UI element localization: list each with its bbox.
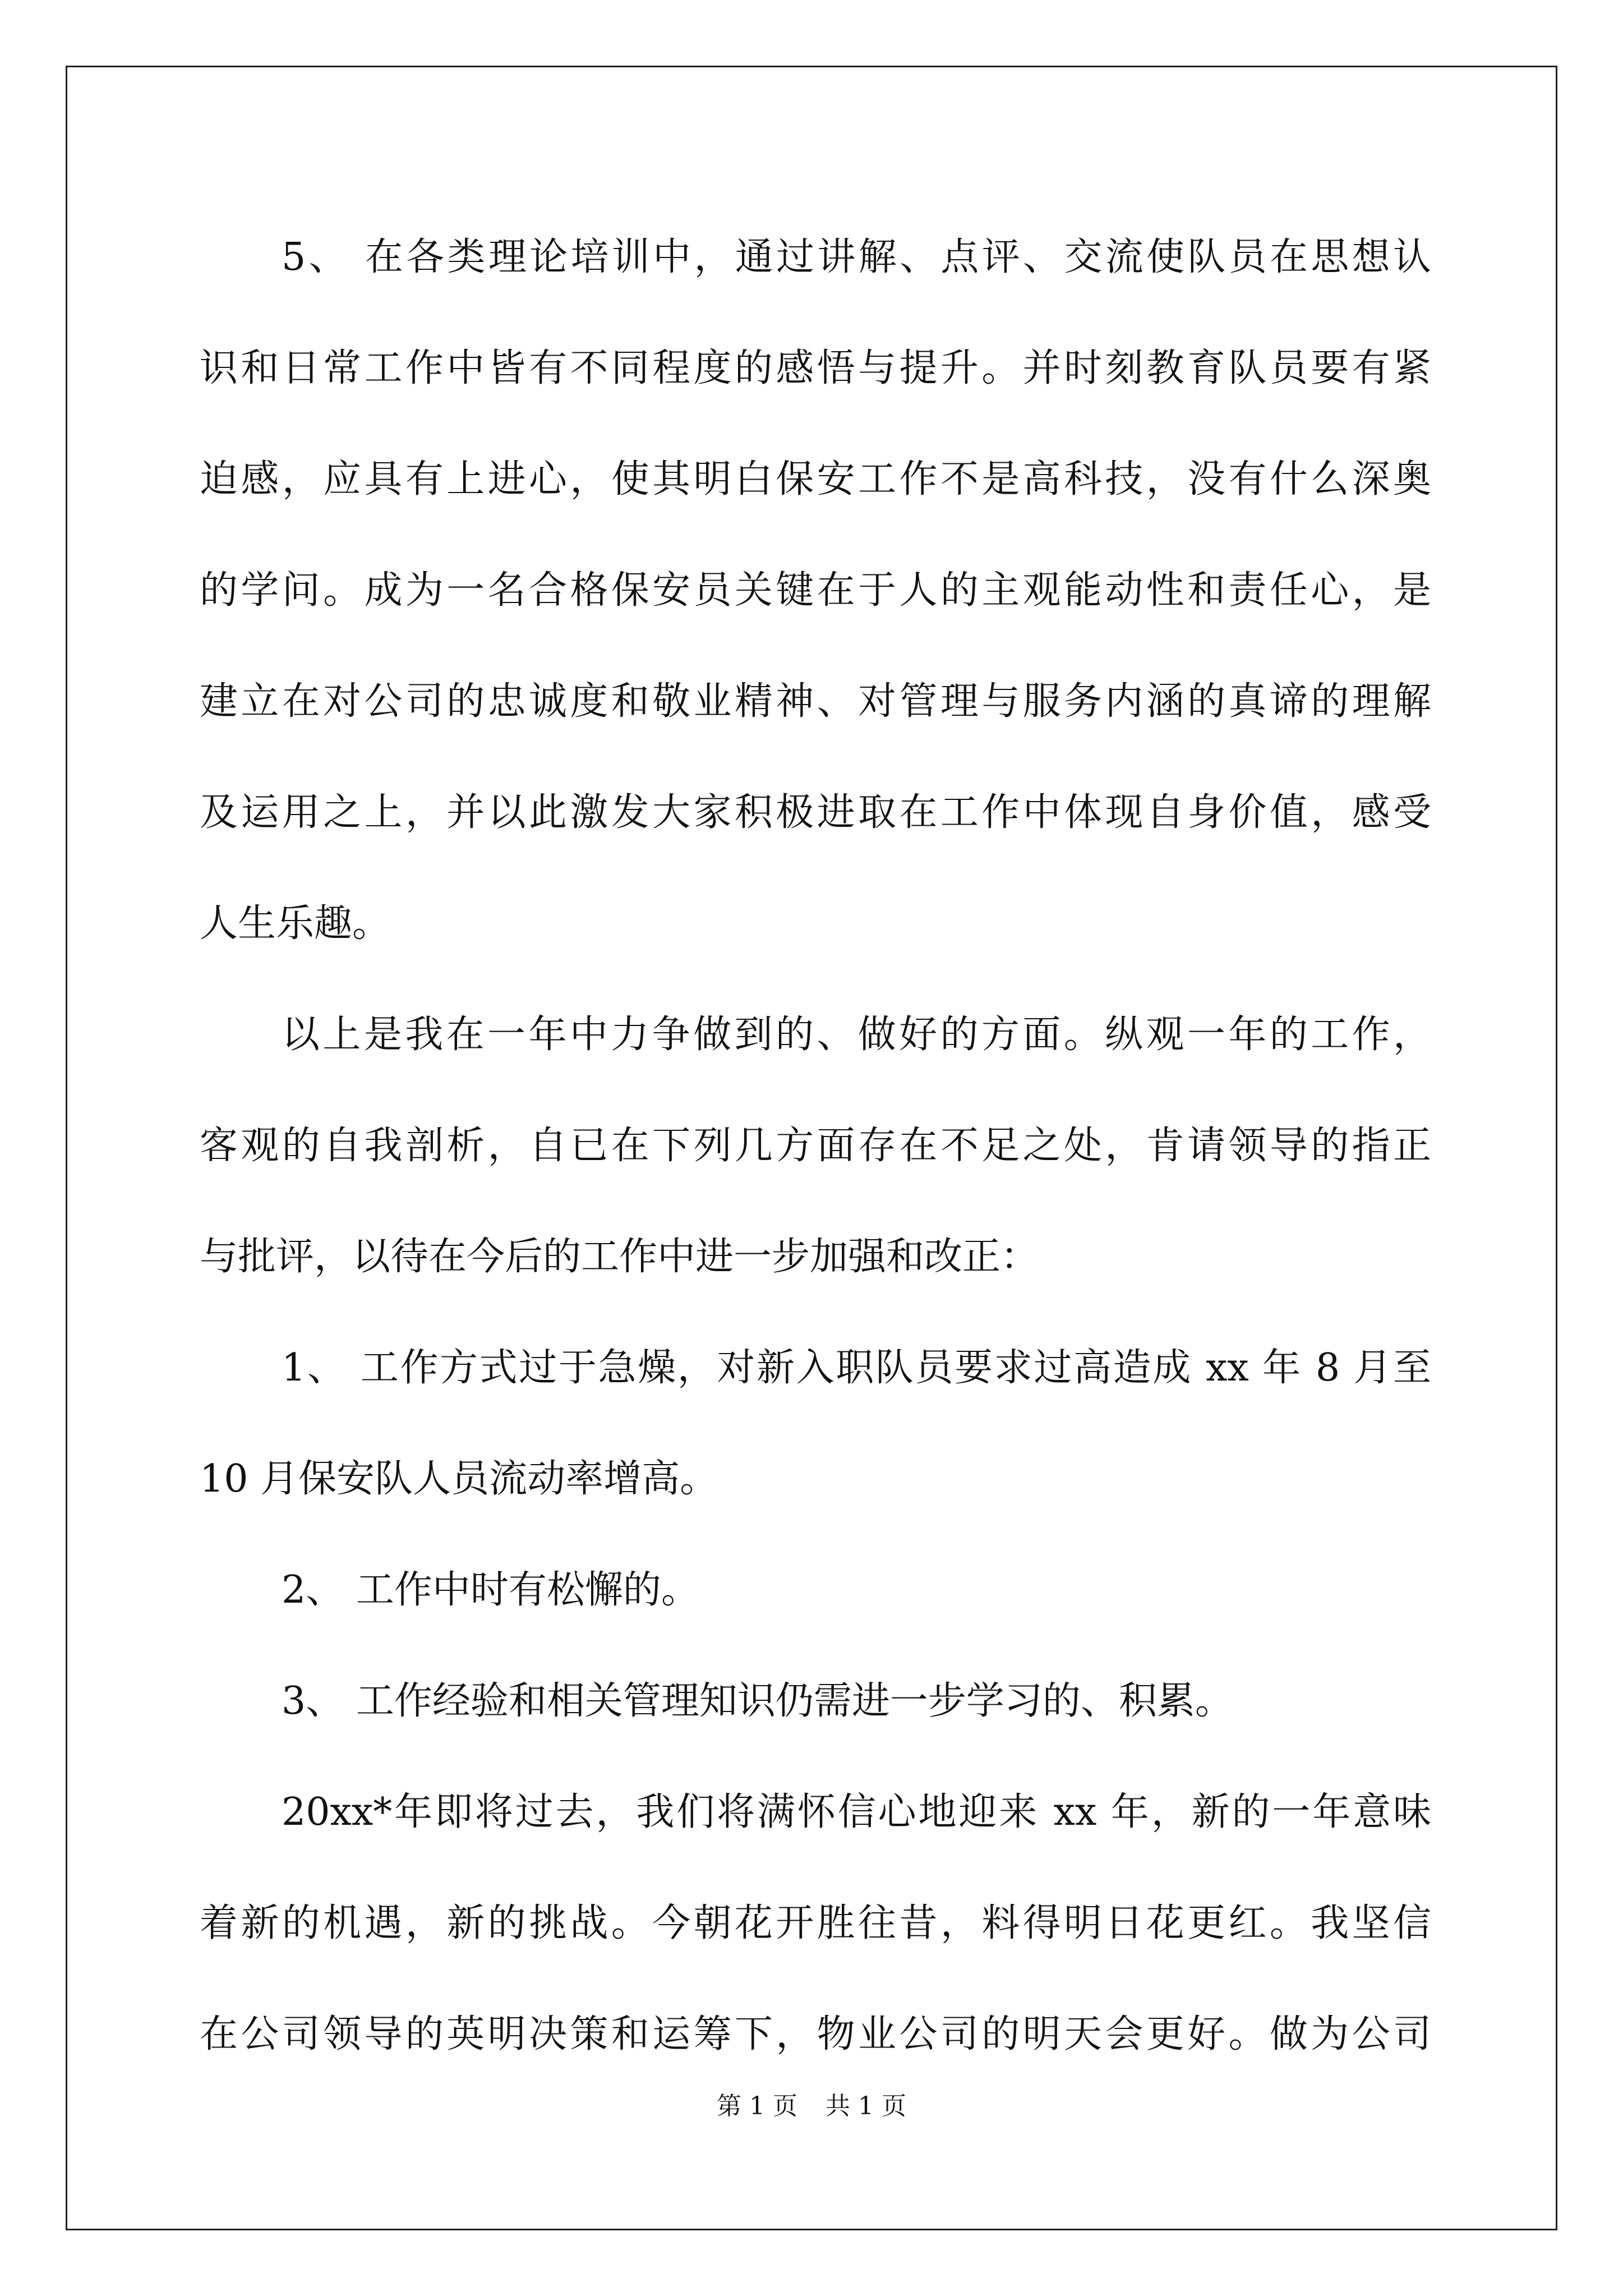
text-line: 1、 工作方式过于急燥，对新入职队员要求过高造成 xx 年 8 月至 [282, 1346, 1431, 1390]
document-body [200, 202, 1431, 2090]
text-line: 以上是我在一年中力争做到的、做好的方面。纵观一年的工作， [282, 1013, 1431, 1057]
text-line: 20xx*年即将过去，我们将满怀信心地迎来 xx 年，新的一年意味 [282, 1790, 1431, 1834]
text-line: 5、 在各类理论培训中，通过讲解、点评、交流使队员在思想认 [282, 235, 1431, 279]
text-line: 10 月保安队人员流动率增高。 [200, 1457, 718, 1501]
text-line: 识和日常工作中皆有不同程度的感悟与提升。并时刻教育队员要有紧 [200, 346, 1431, 390]
text-line: 建立在对公司的忠诚度和敬业精神、对管理与服务内涵的真谛的理解 [200, 679, 1431, 724]
text-line: 人生乐趣。 [200, 901, 391, 946]
text-line: 及运用之上，并以此激发大家积极进取在工作中体现自身价值，感受 [200, 790, 1431, 835]
page-total: 共 1 页 [826, 2092, 906, 2120]
text-line: 的学问。成为一名合格保安员关键在于人的主观能动性和责任心，是 [200, 568, 1431, 613]
text-line: 2、 工作中时有松懈的。 [282, 1568, 699, 1612]
text-line: 迫感，应具有上进心，使其明白保安工作不是高科技，没有什么深奥 [200, 457, 1431, 501]
text-line: 客观的自我剖析，自已在下列几方面存在不足之处，肯请领导的指正 [200, 1124, 1431, 1168]
page-number: 第 1 页 [717, 2092, 797, 2120]
text-line: 与批评，以待在今后的工作中进一步加强和改正： [200, 1235, 1039, 1279]
page-footer [0, 2090, 1623, 2123]
text-line: 着新的机遇，新的挑战。今朝花开胜往昔，料得明日花更红。我坚信 [200, 1901, 1431, 1945]
text-line: 3、 工作经验和相关管理知识仍需进一步学习的、积累。 [282, 1679, 1233, 1723]
text-line: 在公司领导的英明决策和运筹下，物业公司的明天会更好。做为公司 [200, 2012, 1431, 2056]
